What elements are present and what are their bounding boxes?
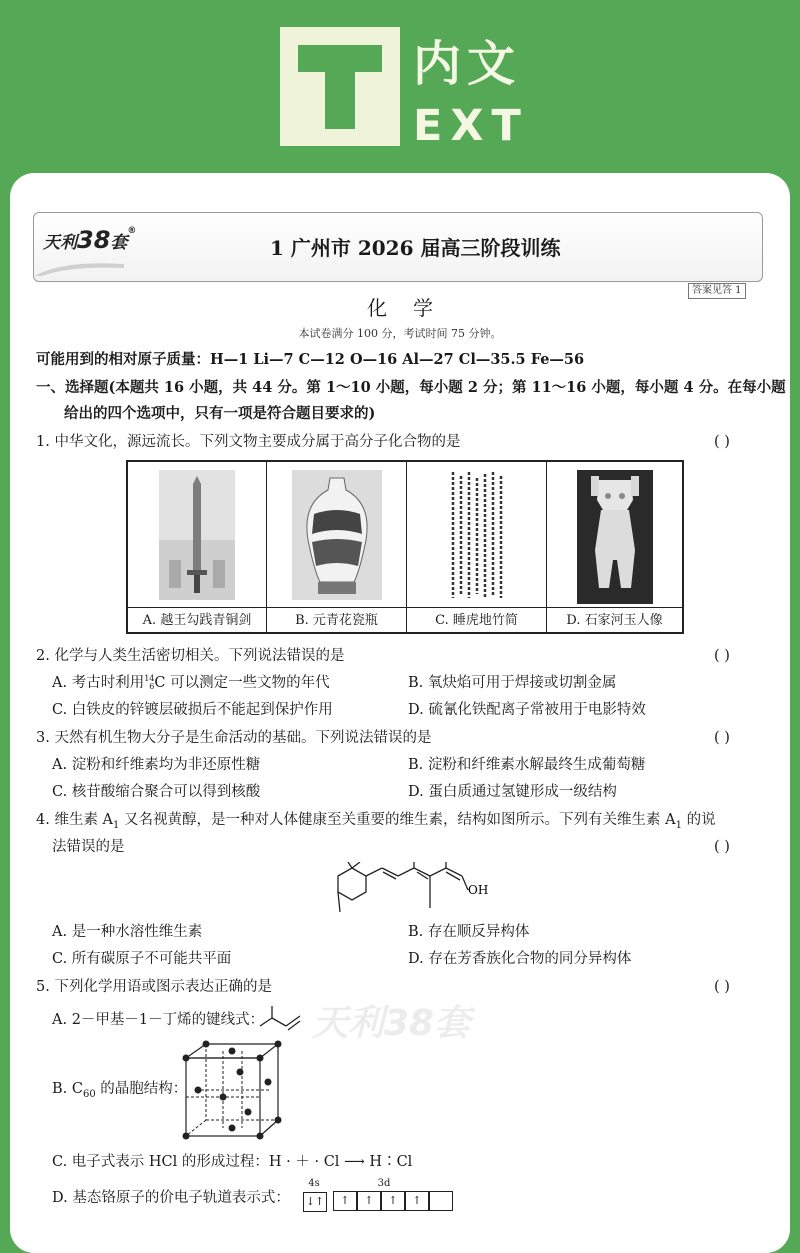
tianli-logo [43,226,136,254]
q4-option-b: B. 存在顺反异构体 [408,924,530,940]
orbital-box: ↑ [381,1191,405,1211]
section-heading-line1: 一、选择题(本题共 16 小题，共 44 分。第 1～10 小题，每小题 2 分；第 11～16 小题，每小题 4 分。在每小题 [36,379,786,396]
q4-option-a: A. 是一种水溶性维生素 [52,924,203,940]
orbital-box [429,1191,453,1211]
T-stem [325,45,355,129]
q2-option-c: C. 白铁皮的锌镀层破损后不能起到保护作用 [52,702,333,718]
q2-option-b: B. 氧炔焰可用于焊接或切割金属 [408,675,617,691]
q3-option-b: B. 淀粉和纤维素水解最终生成葡萄糖 [408,757,646,773]
q1-cell-a [128,462,267,634]
logo-reg: ® [127,226,137,236]
q1-option-c: C. 睡虎地竹简 [407,607,546,634]
q2-option-d: D. 硫氰化铁配离子常被用于电影特效 [408,702,646,718]
methylbutene-skeletal-formula [258,1004,302,1032]
q4-option-d: D. 存在芳香族化合物的同分异构体 [408,951,632,967]
c60-crystal-cell [180,1040,284,1140]
q4-stem-line2: 法错误的是 [52,839,125,855]
logo-number: 38 [77,226,111,254]
vitamin-a-structure [320,862,500,917]
q1-answer-paren[interactable]: ( ) [714,434,730,450]
subject-title: 化学 [367,296,459,320]
bamboo-slips-image [447,470,507,600]
q5-answer-paren[interactable]: ( ) [714,979,730,995]
bronze-sword-image [159,470,235,600]
q1-option-a: A. 越王勾践青铜剑 [128,607,266,634]
orbital-3d-label: 3d [377,1178,391,1189]
q3-answer-paren[interactable]: ( ) [714,730,730,746]
exam-info: 本试卷满分 100 分，考试时间 75 分钟。 [298,327,502,340]
porcelain-vase-image [292,470,382,600]
q4-answer-paren[interactable]: ( ) [714,839,730,855]
banner-swoosh [34,258,124,276]
q1-cell-d [547,462,682,634]
q3-option-d: D. 蛋白质通过氢键形成一级结构 [408,784,617,800]
orbital-box: ↓↑ [303,1192,327,1212]
orbital-4s-label: 4s [308,1178,320,1189]
q5-stem: 5. 下列化学用语或图示表达正确的是 [36,979,272,995]
q3-option-a: A. 淀粉和纤维素均为非还原性糖 [52,757,261,773]
jade-figure-image [577,470,653,604]
q1-stem: 1. 中华文化，源远流长。下列文物主要成分属于高分子化合物的是 [36,434,461,450]
q5-option-c: C. 电子式表示 HCl 的形成过程：H · ＋ · Cl ⟶ H∶Cl [52,1154,413,1170]
atomic-masses: 可能用到的相对原子质量：H—1 Li—7 C—12 O—16 Al—27 Cl—35.5 Fe—56 [36,351,585,368]
q1-option-b: B. 元青花瓷瓶 [267,607,406,634]
q5-option-a: A. 2－甲基－1－丁烯的键线式： [52,1012,265,1028]
section-heading-line2: 给出的四个选项中，只有一项是符合题目要求的) [64,405,376,422]
watermark-logo: 天利38套 [312,1003,471,1044]
orbital-box: ↑ [357,1191,381,1211]
q1-figure-table [126,460,684,634]
orbital-box: ↑ [405,1191,429,1211]
q5-option-b: B. $C_{60}$ 的晶胞结构： [52,1081,188,1100]
logo-text: 天利 [43,233,77,253]
answer-reference: 答案见答 1 [688,283,746,299]
orbital-box: ↑ [333,1191,357,1211]
banner-title: 1 广州市 2026 届高三阶段训练 [270,236,561,260]
header-cn-title: 内文 [413,36,522,92]
orbital-4s-box [303,1191,327,1212]
q1-option-d: D. 石家河玉人像 [547,607,682,634]
q1-cell-b [267,462,407,634]
header-en-title: EXT [413,101,529,151]
q1-cell-c [407,462,547,634]
orbital-3d-boxes [333,1191,453,1211]
header-T-logo [280,27,400,146]
q2-stem: 2. 化学与人类生活密切相关。下列说法错误的是 [36,648,345,664]
q2-option-a: A. 考古时利用14 6C 可以测定一些文物的年代 [52,674,330,691]
q5-option-d: D. 基态铬原子的价电子轨道表示式： [52,1190,290,1206]
q3-option-c: C. 核苷酸缩合聚合可以得到核酸 [52,784,261,800]
q2-answer-paren[interactable]: ( ) [714,648,730,664]
q4-option-c: C. 所有碳原子不可能共平面 [52,951,232,967]
svg-text:OH: OH [468,883,489,897]
q3-stem: 3. 天然有机生物大分子是生命活动的基础。下列说法错误的是 [36,730,432,746]
q4-stem-line1: 4. 维生素 $A_1$ 又名视黄醇，是一种对人体健康至关重要的维生素，结构如图所示。下列有关维生素 $A_1$ 的说 [36,812,716,831]
logo-suffix: 套 [110,233,128,253]
